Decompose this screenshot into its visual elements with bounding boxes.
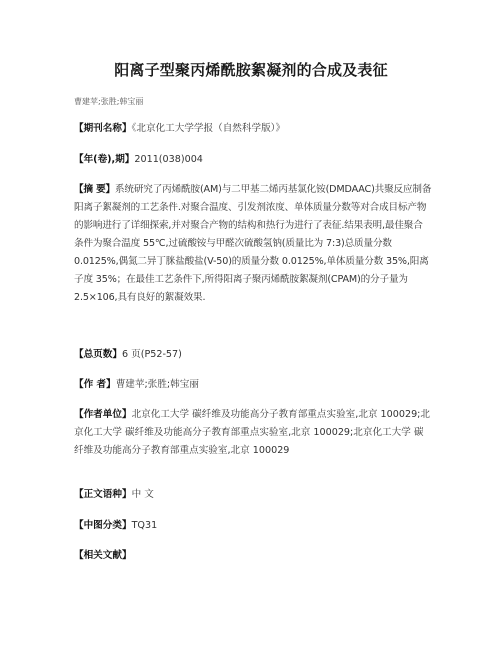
language-label: 【正文语种】 [74,489,132,500]
abstract-value: 系统研究了丙烯酰胺(AM)与二甲基二烯丙基氯化铵(DMDAAC)共聚反应制备阳离子絮凝剂的工艺条件.对聚合温度、引发剂浓度、单体质量分数等对合成目标产物的影响进行了详细探索,并对聚合产物的结构和热行为进行了表征.结果表明,最佳聚合条件为聚合温度 55℃,过硫酸铵与甲醛次硫酸氢钠(质量比为 7:3)总质量分数 0.0125%,偶氮二异丁脒盐酸盐(V-50)的质量分数 0.0125%,单体质量分数 35%,阳离子度 35%；在最佳工艺条件下,所得阳离子聚丙烯酰胺絮凝剂(CPAM)的分子量为 2.5×106,具有良好的絮凝效果. [74,184,432,303]
affiliation-value: 北京化工大学 碳纤维及功能高分子教育部重点实验室,北京 100029;北京化工大学 碳纤维及功能高分子教育部重点实验室,北京 100029;北京化工大学 碳纤维及功能高分子教育部重点实验室,北京 100029 [74,409,431,456]
affiliation-field [74,406,432,460]
journal-label: 【期刊名称】 [74,123,132,134]
related-literature-field [74,547,432,565]
pages-value: 6 页(P52-57) [121,349,182,360]
classification-field [74,517,432,535]
abstract-field [74,181,432,307]
pages-field [74,346,432,364]
year-issue-label: 【年(卷),期】 [74,154,135,165]
classification-label: 【中图分类】 [74,520,132,531]
related-label: 【相关文献】 [74,550,132,561]
journal-value: 《北京化工大学学报（自然科学版）》 [131,123,286,134]
journal-field [74,120,432,138]
authors-value: 曹建苹;张胜;韩宝丽 [115,379,199,390]
language-value: 中 文 [131,489,154,500]
authors-field [74,376,432,394]
pages-label: 【总页数】 [74,349,122,360]
document-title: 阳离子型聚丙烯酰胺絮凝剂的合成及表征 [114,61,388,79]
affiliation-label: 【作者单位】 [74,409,132,420]
year-issue-value: 2011(038)004 [134,154,203,165]
language-field [74,486,432,504]
year-issue-field [74,151,432,169]
author-byline: 曹建苹;张胜;韩宝丽 [74,97,144,106]
abstract-label: 【摘 要】 [74,184,115,195]
authors-label: 【作 者】 [74,379,116,390]
classification-value: TQ31 [131,520,158,531]
